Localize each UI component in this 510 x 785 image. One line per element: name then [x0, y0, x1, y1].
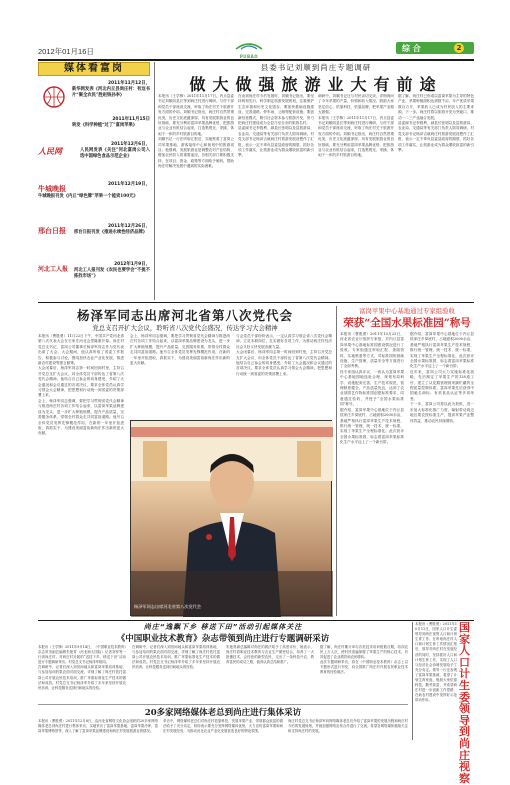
hebei-workers-logo: 河北工人报 — [38, 266, 69, 273]
column-divider — [154, 62, 155, 300]
yang-story — [38, 306, 332, 616]
header-rule — [38, 59, 474, 61]
lead-paragraph: 本报讯（王学锋）2011年11月17日，内丘县委书记刘顺同县长等到尚庄村进行调研，与村干部和党员干部座谈交流，听取了尚庄村关于旅游开发方面的介绍。刘顺书记指出，尚庄村自然景观优美，历史文化底蕴深厚，具有发展旅游业的良好基础，要充分利用富岗苹果品牌优势，把旅游业与农业有机结合起来，打造集观光、采摘、休闲于一体的乡村旅游目的地。 — [158, 94, 234, 136]
media-item-date: 2011年12月6日， — [111, 142, 150, 147]
lower-body-col-4 — [320, 645, 408, 702]
media20-paragraph: 采访中，网络媒体老总们对尚庄村依靠科技、发展苹果产业、带领群众致富的做法给予了充分肯定，纷纷表示要充分发挥网络媒体优势，大力宣传富岗苹果和尚庄村发展经验，为推动河北农业产业化发展营造良好的舆论氛围。 — [163, 719, 283, 734]
lead-body-col-2 — [238, 94, 314, 300]
lower-feature — [38, 622, 408, 702]
section-rule-thin — [38, 704, 408, 705]
header-date: 2012年01月16日 — [38, 47, 94, 56]
media-item[interactable] — [38, 142, 150, 178]
award-paragraph: 下一步，富岗公司将以此为契机，进一步加大标准化推广力度，辐射带动周边地区果农按标准生产，提高苹果产业整体效益，推动农民持续增收。 — [410, 402, 474, 423]
lower-body-col-3 — [226, 645, 314, 702]
page-number: 2 — [456, 44, 462, 52]
media-item-text: 新华网发表《河北内丘县尚庄村：有这书片“聚全农民”胜赵钱孙李》 — [72, 87, 150, 98]
lower-paragraph: 据了解，尚庄村累计举办各类技术培训班数百期，培训农民上万人次，使村民普遍掌握了苹果生产的核心技术，有效促进了农业增效和农民增收。 — [320, 645, 408, 660]
media-item-date: 2011年11月15日 — [112, 117, 150, 122]
award-kicker: 富岗苹果中心基地通过专家组验收 — [359, 307, 455, 315]
niucheng-logo: 牛城晚报 — [38, 185, 66, 193]
yang-paragraph: 大会闭幕后，杨泽军同志第一时间回到村里，主持召开党总支扩大会议，向全体党员干部传达了省第八次党代会精神。他结合自己参会的切身感受，介绍了大会盛况和会议通过的各项决议，要求全体党员认真学习领会大会精神，把思想和行动统一到省委的决策部署上来。 — [236, 350, 332, 376]
page-number-badge — [454, 43, 464, 53]
xinhua-logo — [38, 85, 70, 109]
media-item-date: 2011年12月26日， — [107, 224, 150, 229]
media-item[interactable] — [38, 81, 150, 115]
yang-headline: 杨泽军同志出席河北省第八次党代会 — [76, 308, 293, 323]
lead-body-col-4 — [398, 94, 474, 300]
yang-body-col-1 — [38, 334, 124, 616]
yang-body-col-3 — [236, 334, 332, 416]
award-paragraph: 经专家组认真评议，一致认为富岗苹果中心基地园地选址合理、规划布局科学、设施配套完善，生产技术规范，管理制度健全，产品质量优良，达到了农业部园艺作物标准园创建标准要求，同意通过验收，并授予“全国水果标准园”称号。 — [340, 369, 404, 407]
page-header — [38, 36, 474, 58]
media-item-date: 2011年11月12日， — [107, 81, 150, 86]
lead-kicker: 县委书记刘顺到尚庄专题调研 — [260, 63, 372, 72]
section-rule — [38, 302, 474, 303]
xingtai-logo: 邢台日报 — [38, 227, 66, 235]
lower-headline: 《中国职业技术教育》杂志带领到尚庄进行专题调研采访 — [116, 634, 330, 644]
media-sidebar — [38, 62, 150, 300]
lower-paragraph: 本报讯（王学锋）2011年9月14日，《中国职业技术教育》杂志常务副总编辑朱艳青（河北师大国际）记者刘家等一行到尚庄村，对尚庄村开展的“送技下乡、移送下田”活动进行专题调研采访。村党总支书记杨泽军陪同。 — [38, 645, 126, 665]
section-rule — [38, 620, 474, 621]
photo-illustration — [131, 421, 333, 617]
lead-paragraph: 本报讯（王学锋）2011年11月17日，内丘县委书记刘顺同县长等到尚庄村进行调研，与村干部和党员干部座谈交流，听取了尚庄村关于旅游开发方面的介绍。刘顺书记指出，尚庄村自然景观优美，历史文化底蕴深厚，具有发展旅游业的良好基础，要充分利用富岗苹果品牌优势，把旅游业与农业有机结合起来，打造集观光、采摘、休闲于一体的乡村旅游目的地。 — [318, 115, 394, 158]
award-paragraph: 据介绍，富岗苹果中心基地位于内丘县侯家庄乡岗底村，占地面积2000余亩，基地严格执行富岗苹果生产技术规程，推行统一管理、统一技术、统一标准，实现了苹果生产全程标准化。此次获评全国水果标准园，标志着富岗苹果标准化生产水平迈上了一个新台阶。 — [340, 407, 404, 445]
section-label: 综 合 — [402, 44, 421, 53]
people-logo: 人民网 — [38, 147, 62, 156]
award-body-col-1 — [340, 332, 404, 616]
yang-photo-caption: 杨泽军同志出席河北省第八次党代会 — [134, 604, 202, 609]
award-paragraph: 本报讯（曹胜勇）2011年10月22日，河北省农业厅组织专家组，对内丘县富岗苹果中心基地标准园建设情况进行了验收。专家组通过听取汇报、查阅资料、实地察看等方式，对标准园的基础设施、生产管理、质量安全等方面进行了全面考核。 — [340, 332, 404, 369]
media-item[interactable] — [38, 224, 150, 260]
yang-photo — [130, 420, 332, 616]
side-body: 本报讯（曹胜勇）2011年10月11日，国家人口计生委领导到尚庄视察人口和计划生育工作。在听取尚庄村人口和计划生育工作情况汇报后，领导对尚庄村在发展经济的同时，坚持抓好人口和计划生育工作，实现了人口与经济社会协调发展给予了充分肯定。领导一行还参观了富岗苹果基地，看望了计划生育家庭，勉励大家依靠科技，勤劳致富，并希望尚庄村进一步创新工作思路，在新农村建设中发挥好示范带动作用。 — [415, 622, 457, 703]
media-item-text: 人民网发表《关注”河北富岗公司入选中国绿色食品示范企业》 — [80, 148, 150, 159]
lead-paragraph: 调研中，刘顺书记还与村民亲切交谈，详细询问了今年苹果的产量、价格和收入情况，鼓励大家坚定信心，依靠科技，依靠品牌，把苹果产业做大做强。 — [318, 94, 394, 115]
lower-paragraph: 此次专题调研采访，将在《中国职业技术教育》杂志上以专题形式进行刊发，向全国推广尚庄村开展农民职业技术教育的经验做法。 — [320, 660, 408, 675]
media-title: 媒体看富岗 — [64, 63, 124, 74]
media20-body-col-1 — [38, 719, 158, 740]
award-body-col-2 — [410, 332, 474, 616]
award-paragraph: 近年来，富岗公司大力实施标准化战略，先后制定了苹果生产的128道工序，建立了从花期管理到采摘贮藏的全程质量控制体系，富岗苹果先后获得中国驰名商标、有机食品认证等多项荣誉。 — [410, 369, 474, 401]
lower-paragraph: 朱艳青副总编辑对尚庄的做法给予了高度评价，她表示，尚庄村将职业技术教育与农业生产紧密结合，培养了一大批懂技术、会经营的新型农民，走出了一条科技兴农、教育富民的成功之路，值得认真总结和推广。 — [226, 645, 314, 665]
media-item-text: 转发《科学种植“过了”富岗苹果》 — [72, 123, 138, 128]
media-item[interactable] — [38, 117, 150, 139]
column-divider — [336, 306, 337, 616]
media-item-date: 2011年12月19日， — [107, 182, 150, 187]
lower-paragraph: 在调研中，记者们深入到田间地头和富岗苹果培训基地，与参加培训的果农面对面交流，详细了解了尚庄村依托富岗公司开展农民技术培训、推广苹果标准化生产技术的做法和成效。村党总支书记杨泽军介绍了多年来坚持开展农民培训、让科技服务送到田间地头的经验。 — [132, 645, 220, 670]
media20-headline: 20多家网络媒体老总到尚庄进行集体采访 — [144, 708, 302, 718]
media-item-text: 牛城晚报刊发《内丘“绿色牌”苹果一个能卖100元》 — [38, 194, 138, 199]
lead-paragraph: 县委副书记李胜利、副县长张明以及县旅游局、农业局、交通局等有关部门负责人陪同调研。村党支部书记杨泽吉就尚庄村旅游发展设想作了汇报，表示一定不辜负县委县政府的期望，抓好各项工作落实，让旅游业成为群众增收致富的新引擎。 — [238, 126, 314, 158]
media20-paragraph: 尚庄村党总支书记杨泽军向网络媒体老总们介绍了富岗苹果的发展历程和尚庄村今后的发展规划，并就加强网络宣传合作进行了交流，希望各网络媒体继续关注和支持尚庄村的发展。 — [288, 719, 408, 734]
yang-paragraph: 大会闭幕后，杨泽军同志第一时间回到村里，主持召开党总支扩大会议，向全体党员干部传达了省第八次党代会精神。他结合自己参会的切身感受，介绍了大会盛况和会议通过的各项决议，要求全体党员认真学习领会大会精神，把思想和行动统一到省委的决策部署上来。 — [38, 366, 124, 398]
yang-paragraph: 会上，杨泽军同志强调，要把学习贯彻省党代会精神与推进尚庄村各项工作结合起来，以富岗苹果品牌建设为龙头，进一步扩大种植规模，提升产品质量，完善服务体系，带领全村群众走共同富裕道路。他号召全体党员发挥先锋模范作用，在新的一年里开拓进取，真抓实干，为建设美丽富裕新尚庄作出新的更大贡献。 — [38, 398, 124, 436]
award-story — [340, 306, 474, 616]
lead-paragraph: 刘顺书记一行在听取汇报后，实地察看了富岗公司苹果基地、游客接待中心和规划中的旅游项目。他强调，发展旅游业是调整农村产业结构、增加农民收入的重要途径，各相关部门要积极支持，在项目、资金、政策等方面给予倾斜，帮助尚庄村解决发展中遇到的实际困难。 — [158, 137, 234, 169]
media-item-text: 河北工人报刊发《农民也要学会“不挑不拣找市场”》 — [74, 268, 150, 279]
lead-paragraph: 据了解，尚庄村已形成以富岗苹果为主导的特色产业，苹果种植面积达到数千亩，年产优质苹果数百万斤，苹果收入已成为村民收入的主要来源。下一步，尚庄村将以旅游开发为突破口，推动一二三产业融合发展。 — [398, 94, 474, 120]
column-divider — [412, 622, 413, 740]
section-tab — [396, 42, 474, 54]
newspaper-logo — [226, 36, 272, 59]
lead-body-col-1 — [158, 94, 234, 300]
lead-story — [158, 62, 474, 300]
lead-paragraph: 在谈到尚庄村今后发展时，刘顺书记指出，要坚持规划先行，科学制定旅游发展规划，注重保护生态环境和历史文化遗存；要加快基础设施建设，完善道路、停车场、公厕等配套设施；要创新经营模式，吸引社会资本参与旅游开发，努力把尚庄村建设成为全县乃至全市的旅游名村。 — [238, 94, 314, 126]
media20-body-col-2 — [163, 719, 283, 740]
media-item[interactable] — [38, 182, 150, 222]
media-item-date: 2012年1月9日， — [114, 262, 150, 267]
lead-headline: 做大做强旅游业大有前途 — [189, 75, 443, 94]
media20-body-col-3 — [288, 719, 408, 740]
side-story — [415, 621, 474, 785]
side-headline: 国家人口计生委领导到尚庄视察 — [459, 621, 470, 785]
yang-body-col-2 — [130, 334, 230, 416]
lower-paragraph: 在调研中，记者们深入到田间地头和富岗苹果培训基地，与参加培训的果农面对面交流，详细了解了尚庄村依托富岗公司开展农民技术培训、推广苹果标准化生产技术的做法和成效。村党总支书记杨泽军介绍了多年来坚持开展农民培训、让科技服务送到田间地头的经验。 — [38, 665, 126, 690]
lower-body-col-2 — [132, 645, 220, 702]
media-item-text: 邢台日报刊发《推进永续性经济品牌》 — [74, 230, 148, 235]
lead-body-col-3 — [318, 94, 394, 300]
yang-subhead: 党总支召开扩大会议，聆听省八次党代会盛况，传达学习大会精神 — [92, 324, 278, 332]
media20-story — [38, 706, 408, 740]
yang-paragraph: 会上，杨泽军同志强调，要把学习贯彻省党代会精神与推进尚庄村各项工作结合起来，以富岗苹果品牌建设为龙头，进一步扩大种植规模，提升产品质量，完善服务体系，带领全村群众走共同富裕道路。他号召全体党员发挥先锋模范作用，在新的一年里开拓进取，真抓实干，为建设美丽富裕新尚庄作出新的更大贡献。 — [130, 334, 230, 366]
media-title-box — [38, 62, 150, 76]
award-paragraph: 据介绍，富岗苹果中心基地位于内丘县侯家庄乡岗底村，占地面积2000余亩，基地严格执行富岗苹果生产技术规程，推行统一管理、统一技术、统一标准，实现了苹果生产全程标准化。此次获评全国水果标准园，标志着富岗苹果标准化生产水平迈上了一个新台阶。 — [410, 332, 474, 369]
xinhua-globe-icon — [38, 85, 70, 109]
media-item[interactable] — [38, 262, 150, 300]
yang-paragraph: 本报讯（曹胜勇）11月22日下午，中国共产党河北省第八次代表大会在石家庄河北会堂隆重开幕。尚庄村党总支书记、富岗公司董事长杨泽军同志作为党代表出席了大会。大会期间，他认真听取了省委工作报告，积极参与讨论，围绕加快农业产业化发展、推进新农村建设等建言献策。 — [38, 334, 124, 366]
lower-body-col-1 — [38, 645, 126, 702]
award-headline: 荣获“全国水果标准园”称号 — [343, 317, 471, 329]
lower-kicker: 尚庄“逸飘下乡 移送下田”活动引起媒体关注 — [143, 623, 303, 631]
yang-paragraph: 与会党员干部纷纷表示，一定认真学习领会省八次党代会精神，立足本职岗位，扎实做好各项工作，为推动尚庄村经济社会又好又快发展贡献力量。 — [236, 334, 332, 349]
logo-emblem-icon — [234, 41, 264, 51]
logo-text: PUBAO — [239, 54, 259, 59]
media20-paragraph: 本报讯（曹胜勇）2011年12月8日，由河北省网络文化协会组织的20多家网络媒体老总到尚庄村进行集体采访，实地采访了富岗苹果基地、富岗苹果冷库、富岗苹果博物馆等，深入了解了富岗苹果品牌建设和尚庄村发展旅游业的情况。 — [38, 719, 158, 734]
lead-paragraph: 县委副书记李胜利、副县长张明以及县旅游局、农业局、交通局等有关部门负责人陪同调研。村党支部书记杨泽吉就尚庄村旅游发展设想作了汇报，表示一定不辜负县委县政府的期望，抓好各项工作落实，让旅游业成为群众增收致富的新引擎。 — [398, 121, 474, 153]
